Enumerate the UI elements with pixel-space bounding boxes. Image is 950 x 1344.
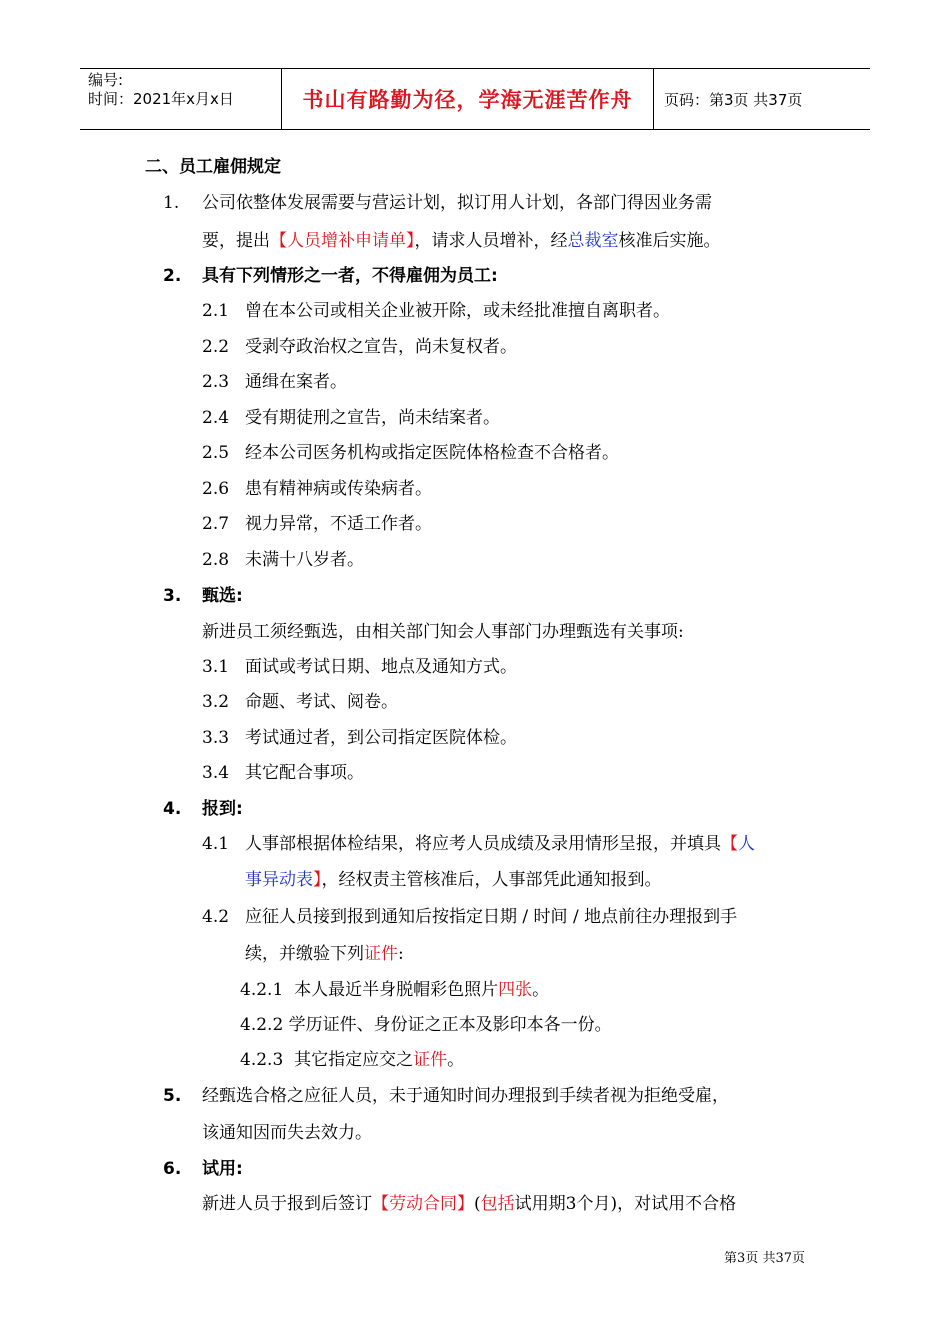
sub-4-2-1-number: 4.2.1 — [240, 980, 284, 1000]
sub-2-8-text: 未满十八岁者。 — [245, 550, 364, 570]
sub-4-1-line-2 — [245, 868, 662, 892]
item-5-number: 5. — [163, 1086, 182, 1106]
sub-2-4-text: 受有期徒刑之宣告，尚未结案者。 — [245, 408, 500, 428]
includes-ref: 包括 — [480, 1194, 515, 1214]
sub-4-2-number: 4.2 — [202, 907, 230, 927]
bracket-open: 【 — [721, 834, 738, 854]
page-footer: 第3页 共37页 — [724, 1251, 805, 1266]
sub-4-2-2: 4.2.2 学历证件、身份证之正本及影印本各一份。 — [240, 1015, 612, 1035]
sub-2-3-text: 通缉在案者。 — [245, 372, 347, 392]
sub-4-2-line-2 — [245, 942, 404, 966]
document-number-label: 编号: — [88, 71, 124, 89]
item-1-text: 要，提出 — [202, 231, 270, 251]
sub-2-6-text: 患有精神病或传染病者。 — [245, 479, 432, 499]
item-4-number: 4. — [163, 799, 182, 819]
sub-2-3-number: 2.3 — [202, 372, 230, 392]
item-6-number: 6. — [163, 1159, 182, 1179]
sub-4-2-text: 续，并缴验下列 — [245, 944, 364, 964]
sub-3-1-number: 3.1 — [202, 657, 230, 677]
sub-4-2-1-text: 。 — [532, 980, 550, 1000]
item-6-title: 试用: — [202, 1159, 243, 1179]
sub-2-8-number: 2.8 — [202, 550, 230, 570]
presidents-office-ref: 总裁室 — [567, 231, 619, 251]
sub-2-2-text: 受剥夺政治权之宣告，尚未复权者。 — [245, 337, 517, 357]
item-3-title: 甄选: — [202, 586, 243, 606]
sub-4-2-1 — [240, 978, 549, 1002]
staff-request-form-ref: 【人员增补申请单】 — [270, 231, 415, 251]
sub-4-2-text: : — [398, 944, 404, 964]
sub-2-4-number: 2.4 — [202, 408, 230, 428]
header-motto-cell — [282, 69, 654, 129]
sub-4-2-line-1: 应征人员接到报到通知后按指定日期 / 时间 / 地点前往办理报到手 — [245, 907, 738, 927]
header-page-info — [654, 69, 870, 129]
section-title: 二、员工雇佣规定 — [145, 157, 281, 177]
sub-3-4-text: 其它配合事项。 — [245, 763, 364, 783]
page-info-text: 页码：第3页 共37页 — [664, 90, 803, 109]
sub-4-1-text: 人事部根据体检结果，将应考人员成绩及录用情形呈报，并填具 — [245, 834, 721, 854]
sub-2-7-text: 视力异常，不适工作者。 — [245, 514, 432, 534]
sub-2-5-text: 经本公司医务机构或指定医院体格检查不合格者。 — [245, 443, 619, 463]
sub-3-1-text: 面试或考试日期、地点及通知方式。 — [245, 657, 517, 677]
sub-4-1-number: 4.1 — [202, 834, 230, 854]
sub-2-6-number: 2.6 — [202, 479, 230, 499]
sub-3-2-number: 3.2 — [202, 692, 230, 712]
sub-2-2-number: 2.2 — [202, 337, 230, 357]
photo-count-ref: 四张 — [498, 980, 533, 1000]
page-header — [80, 68, 870, 130]
item-2-number: 2. — [163, 266, 182, 286]
sub-2-1-text: 曾在本公司或相关企业被开除，或未经批准擅自离职者。 — [245, 301, 670, 321]
document-date: 时间：2021年x月x日 — [88, 90, 234, 108]
sub-3-3-number: 3.3 — [202, 728, 230, 748]
sub-3-2-text: 命题、考试、阅卷。 — [245, 692, 398, 712]
documents-ref: 证件 — [364, 944, 398, 964]
personnel-change-form-ref: 人 — [738, 834, 755, 854]
sub-2-7-number: 2.7 — [202, 514, 230, 534]
item-2-title: 具有下列情形之一者，不得雇佣为员工: — [202, 266, 498, 286]
sub-4-2-3-number: 4.2.3 — [240, 1050, 284, 1070]
item-6-text-part: 新进人员于报到后签订 — [202, 1194, 372, 1214]
item-1-text: ，请求人员增补，经 — [414, 231, 568, 251]
item-1-line-1: 公司依整体发展需要与营运计划，拟订用人计划，各部门得因业务需 — [202, 193, 712, 213]
item-1-text: 核准后实施。 — [618, 231, 721, 251]
sub-4-1-line-1 — [245, 832, 755, 856]
sub-4-1-text: ，经权责主管核准后，人事部凭此通知报到。 — [321, 870, 662, 890]
sub-3-3-text: 考试通过者，到公司指定医院体检。 — [245, 728, 517, 748]
bracket-close: 】 — [313, 870, 322, 890]
sub-2-1-number: 2.1 — [202, 301, 230, 321]
sub-2-5-number: 2.5 — [202, 443, 230, 463]
header-meta — [80, 69, 282, 129]
item-6-text-part: ( — [474, 1194, 481, 1214]
sub-4-2-3 — [240, 1048, 464, 1072]
sub-4-2-3-text: 其它指定应交之 — [294, 1050, 414, 1070]
item-6-text — [202, 1192, 736, 1216]
item-1-number: 1. — [163, 193, 180, 213]
item-5-line-2: 该通知因而失去效力。 — [202, 1123, 372, 1143]
sub-4-2-1-text: 本人最近半身脱帽彩色照片 — [294, 980, 499, 1000]
item-3-text: 新进员工须经甄选，由相关部门知会人事部门办理甄选有关事项: — [202, 622, 684, 642]
header-motto: 书山有路勤为径，学海无涯苦作舟 — [302, 88, 633, 112]
item-4-title: 报到: — [202, 799, 243, 819]
sub-3-4-number: 3.4 — [202, 763, 230, 783]
personnel-change-form-ref: 事异动表 — [245, 870, 313, 890]
documents-ref: 证件 — [413, 1050, 448, 1070]
item-3-number: 3. — [163, 586, 182, 606]
sub-4-2-3-text: 。 — [447, 1050, 465, 1070]
item-6-text-part: 试用期3个月)，对试用不合格 — [514, 1194, 737, 1214]
item-1-line-2 — [202, 229, 721, 253]
item-5-line-1: 经甄选合格之应征人员，未于通知时间办理报到手续者视为拒绝受雇， — [202, 1086, 729, 1106]
labor-contract-ref: 【劳动合同】 — [372, 1194, 474, 1214]
